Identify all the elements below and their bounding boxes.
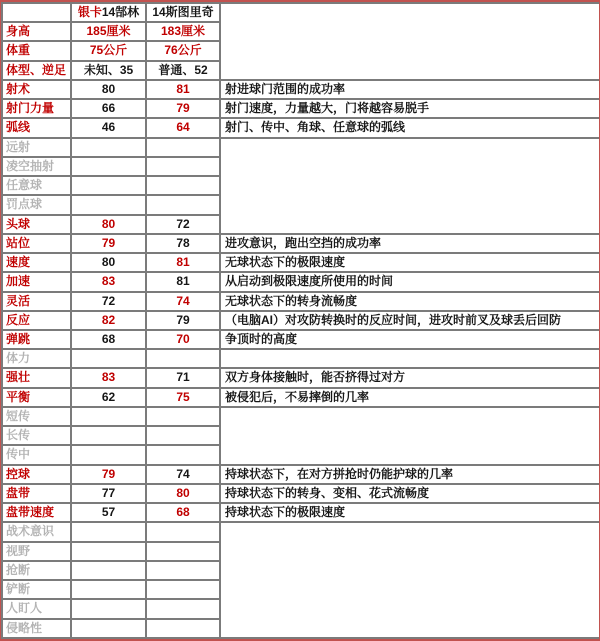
stat-desc: 争顶时的高度 xyxy=(220,330,599,349)
stat-value-p2 xyxy=(146,561,220,580)
stat-label: 凌空抽射 xyxy=(2,157,71,176)
stat-label: 平衡 xyxy=(2,388,71,407)
stat-value-p2 xyxy=(146,349,220,368)
stat-value-p1: 75公斤 xyxy=(71,41,146,60)
table-row xyxy=(2,330,599,349)
stat-label: 罚点球 xyxy=(2,195,71,214)
stat-value-p1: 82 xyxy=(71,311,146,330)
stat-value-p2: 81 xyxy=(146,272,220,291)
stat-label: 控球 xyxy=(2,465,71,484)
stat-desc: 被侵犯后，不易摔倒的几率 xyxy=(220,388,599,407)
stat-value-p2: 78 xyxy=(146,234,220,253)
stat-value-p2: 71 xyxy=(146,368,220,387)
stat-value-p1 xyxy=(71,426,146,445)
stat-label: 体重 xyxy=(2,41,71,60)
stat-value-p2: 74 xyxy=(146,292,220,311)
stat-value-p2: 70 xyxy=(146,330,220,349)
card-type-label: 银卡 xyxy=(77,5,102,20)
stat-label: 射门力量 xyxy=(2,99,71,118)
stat-label: 人盯人 xyxy=(2,599,71,618)
table-row xyxy=(2,349,599,368)
stat-label: 体型、逆足 xyxy=(2,61,71,80)
stat-value-p1: 77 xyxy=(71,484,146,503)
table-row xyxy=(2,407,599,426)
table-row xyxy=(2,118,599,137)
table-row xyxy=(2,99,599,118)
stat-label: 反应 xyxy=(2,311,71,330)
stat-desc: 从启动到极限速度所使用的时间 xyxy=(220,272,599,291)
stat-value-p1 xyxy=(71,176,146,195)
stat-value-p1: 83 xyxy=(71,368,146,387)
stat-value-p2: 68 xyxy=(146,503,220,522)
stat-value-p1: 未知、35 xyxy=(71,61,146,80)
player-comparison-table xyxy=(1,2,599,639)
stat-desc: 双方身体接触时，能否挤得过对方 xyxy=(220,368,599,387)
stat-value-p1: 79 xyxy=(71,465,146,484)
stat-value-p2 xyxy=(146,445,220,464)
stat-label: 身高 xyxy=(2,22,71,41)
stat-label: 强壮 xyxy=(2,368,71,387)
stat-label: 射术 xyxy=(2,80,71,99)
stat-label: 站位 xyxy=(2,234,71,253)
stat-value-p2: 74 xyxy=(146,465,220,484)
stat-value-p2 xyxy=(146,599,220,618)
stat-desc: 射门、传中、角球、任意球的弧线 xyxy=(220,118,599,137)
stat-value-p1 xyxy=(71,522,146,541)
stat-label: 盘带速度 xyxy=(2,503,71,522)
stat-value-p2: 81 xyxy=(146,80,220,99)
stat-value-p2 xyxy=(146,522,220,541)
stat-value-p1: 80 xyxy=(71,80,146,99)
stat-desc: 无球状态下的极限速度 xyxy=(220,253,599,272)
stat-value-p1: 68 xyxy=(71,330,146,349)
stat-desc: 射门速度，力量越大，门将越容易脱手 xyxy=(220,99,599,118)
player1-header xyxy=(71,3,146,22)
corner-cell xyxy=(2,3,71,22)
stat-value-p1: 185厘米 xyxy=(71,22,146,41)
table-row xyxy=(2,138,599,157)
stat-value-p1: 62 xyxy=(71,388,146,407)
stat-value-p2: 76公斤 xyxy=(146,41,220,60)
stat-value-p1 xyxy=(71,349,146,368)
stat-desc: 持球状态下的转身、变相、花式流畅度 xyxy=(220,484,599,503)
table-row xyxy=(2,253,599,272)
table-row xyxy=(2,484,599,503)
stat-label: 速度 xyxy=(2,253,71,272)
stat-label: 抢断 xyxy=(2,561,71,580)
stat-value-p2: 183厘米 xyxy=(146,22,220,41)
player1-name: 14郜林 xyxy=(101,5,140,20)
desc-merged-passing xyxy=(220,407,599,465)
stat-value-p2 xyxy=(146,195,220,214)
table-row xyxy=(2,311,599,330)
stat-value-p1: 66 xyxy=(71,99,146,118)
stat-value-p1: 80 xyxy=(71,253,146,272)
header-row xyxy=(2,3,599,22)
stat-label: 视野 xyxy=(2,542,71,561)
table-row xyxy=(2,465,599,484)
stat-value-p1: 79 xyxy=(71,234,146,253)
stat-label: 体力 xyxy=(2,349,71,368)
stat-label: 盘带 xyxy=(2,484,71,503)
stat-label: 加速 xyxy=(2,272,71,291)
desc-merged-defense xyxy=(220,522,599,638)
stat-value-p1 xyxy=(71,542,146,561)
desc-merged-shooting xyxy=(220,138,599,234)
stat-label: 灵活 xyxy=(2,292,71,311)
stat-desc xyxy=(220,349,599,368)
stat-value-p1: 83 xyxy=(71,272,146,291)
stat-value-p1 xyxy=(71,195,146,214)
table-row xyxy=(2,522,599,541)
stat-label: 弹跳 xyxy=(2,330,71,349)
table-row xyxy=(2,388,599,407)
stat-value-p1 xyxy=(71,138,146,157)
stat-value-p2: 64 xyxy=(146,118,220,137)
stat-value-p2: 普通、52 xyxy=(146,61,220,80)
stat-value-p2 xyxy=(146,580,220,599)
table-row xyxy=(2,80,599,99)
stat-value-p2: 79 xyxy=(146,99,220,118)
desc-merged-top xyxy=(220,3,599,80)
player2-header: 14斯图里奇 xyxy=(146,3,220,22)
stat-value-p2 xyxy=(146,176,220,195)
stat-value-p1: 80 xyxy=(71,215,146,234)
stat-value-p1: 46 xyxy=(71,118,146,137)
stat-label: 弧线 xyxy=(2,118,71,137)
stat-desc: 射进球门范围的成功率 xyxy=(220,80,599,99)
stat-value-p2: 75 xyxy=(146,388,220,407)
stat-label: 铲断 xyxy=(2,580,71,599)
stat-label: 传中 xyxy=(2,445,71,464)
stat-desc: 无球状态下的转身流畅度 xyxy=(220,292,599,311)
stat-value-p2 xyxy=(146,426,220,445)
stat-value-p1 xyxy=(71,561,146,580)
stat-value-p2: 80 xyxy=(146,484,220,503)
stat-label: 短传 xyxy=(2,407,71,426)
table-row xyxy=(2,272,599,291)
stat-label: 战术意识 xyxy=(2,522,71,541)
stat-value-p2: 81 xyxy=(146,253,220,272)
stat-value-p2: 79 xyxy=(146,311,220,330)
stat-value-p2 xyxy=(146,157,220,176)
stat-label: 长传 xyxy=(2,426,71,445)
stat-value-p2 xyxy=(146,138,220,157)
table-row xyxy=(2,503,599,522)
stat-value-p2 xyxy=(146,619,220,639)
stat-label: 头球 xyxy=(2,215,71,234)
stat-desc: （电脑AI）对攻防转换时的反应时间，进攻时前叉及球丢后回防 xyxy=(220,311,599,330)
stat-value-p2 xyxy=(146,407,220,426)
stat-desc: 持球状态下的极限速度 xyxy=(220,503,599,522)
stat-value-p2: 72 xyxy=(146,215,220,234)
stat-label: 远射 xyxy=(2,138,71,157)
stat-value-p2 xyxy=(146,542,220,561)
stat-desc: 进攻意识，跑出空挡的成功率 xyxy=(220,234,599,253)
stat-value-p1 xyxy=(71,599,146,618)
stat-value-p1: 57 xyxy=(71,503,146,522)
stat-label: 侵略性 xyxy=(2,619,71,639)
stat-value-p1 xyxy=(71,445,146,464)
table-row xyxy=(2,292,599,311)
table-row xyxy=(2,368,599,387)
stat-label: 任意球 xyxy=(2,176,71,195)
stat-value-p1 xyxy=(71,157,146,176)
stat-desc: 持球状态下，在对方拼抢时仍能护球的几率 xyxy=(220,465,599,484)
table-row xyxy=(2,234,599,253)
stat-value-p1: 72 xyxy=(71,292,146,311)
stat-value-p1 xyxy=(71,580,146,599)
stat-value-p1 xyxy=(71,619,146,639)
stat-value-p1 xyxy=(71,407,146,426)
